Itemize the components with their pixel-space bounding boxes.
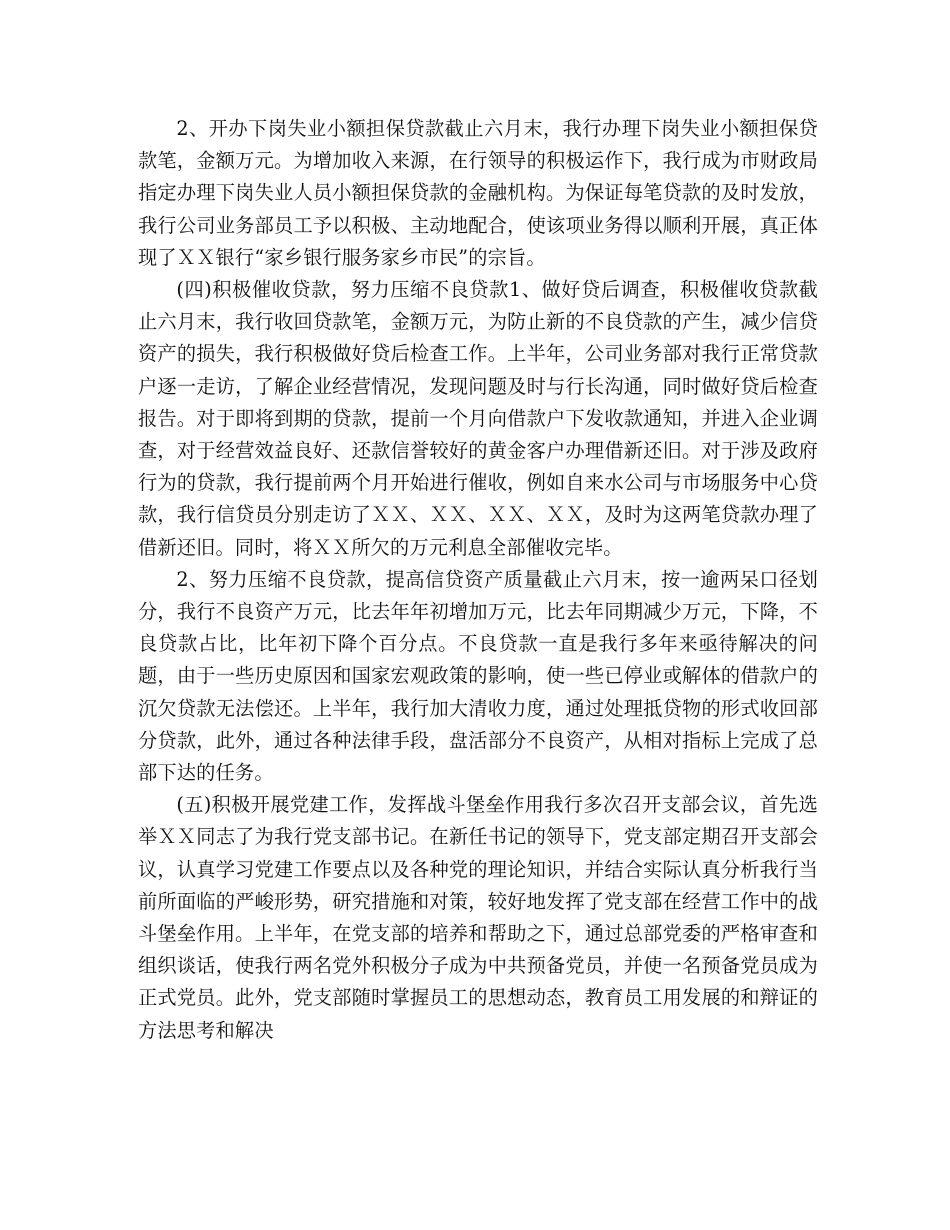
paragraph-reduce-bad-loans: 2、努力压缩不良贷款，提高信贷资产质量截止六月末，按一逾两呆口径划分，我行不良资产万元，比去年年初增加万元，比去年同期减少万元，下降，不良贷款占比，比年初下降个百分点。不良贷款一直是我行多年来亟待解决的问题，由于一些历史原因和国家宏观政策的影响，使一些已停业或解体的借款户的沉欠贷款无法偿还。上半年，我行加大清收力度，通过处理抵贷物的形式收回部分贷款，此外，通过各种法律手段，盘活部分不良资产，从相对指标上完成了总部下达的任务。 bbox=[138, 567, 818, 785]
document-body bbox=[138, 113, 818, 1047]
paragraph-small-loan-guarantee: 2、开办下岗失业小额担保贷款截止六月末，我行办理下岗失业小额担保贷款笔，金额万元。为增加收入来源，在行领导的积极运作下，我行成为市财政局指定办理下岗失业人员小额担保贷款的金融机构。为保证每笔贷款的及时发放，我行公司业务部员工予以积极、主动地配合，使该项业务得以顺利开展，真正体现了ＸＸ银行“家乡银行服务家乡市民”的宗旨。 bbox=[138, 117, 818, 269]
paragraph-loan-collection: (四)积极催收贷款，努力压缩不良贷款1、做好贷后调查，积极催收贷款截止六月末，我行收回贷款笔，金额万元，为防止新的不良贷款的产生，减少信贷资产的损失，我行积极做好贷后检查工作。上半年，公司业务部对我行正常贷款户逐一走访，了解企业经营情况，发现问题及时与行长沟通，同时做好贷后检查报告。对于即将到期的贷款，提前一个月向借款户下发收款通知，并进入企业调查，对于经营效益良好、还款信誉较好的黄金客户办理借新还旧。对于涉及政府行为的贷款，我行提前两个月开始进行催收，例如自来水公司与市场服务中心贷款，我行信贷员分别走访了ＸＸ、ＸＸ、ＸＸ、ＸＸ，及时为这两笔贷款办理了借新还旧。同时，将ＸＸ所欠的万元利息全部催收完毕。 bbox=[138, 278, 818, 559]
paragraph-party-building: (五)积极开展党建工作，发挥战斗堡垒作用我行多次召开支部会议，首先选举ＸＸ同志了为我行党支部书记。在新任书记的领导下，党支部定期召开支部会议，认真学习党建工作要点以及各种党的理论知识，并结合实际认真分析我行当前所面临的严峻形势，研究措施和对策，较好地发挥了党支部在经营工作中的战斗堡垒作用。上半年，在党支部的培养和帮助之下，通过总部党委的严格审查和组织谈话，使我行两名党外积极分子成为中共预备党员，并使一名预备党员成为正式党员。此外，党支部随时掌握员工的思想动态，教育员工用发展的和辩证的方法思考和解决 bbox=[138, 793, 818, 1042]
